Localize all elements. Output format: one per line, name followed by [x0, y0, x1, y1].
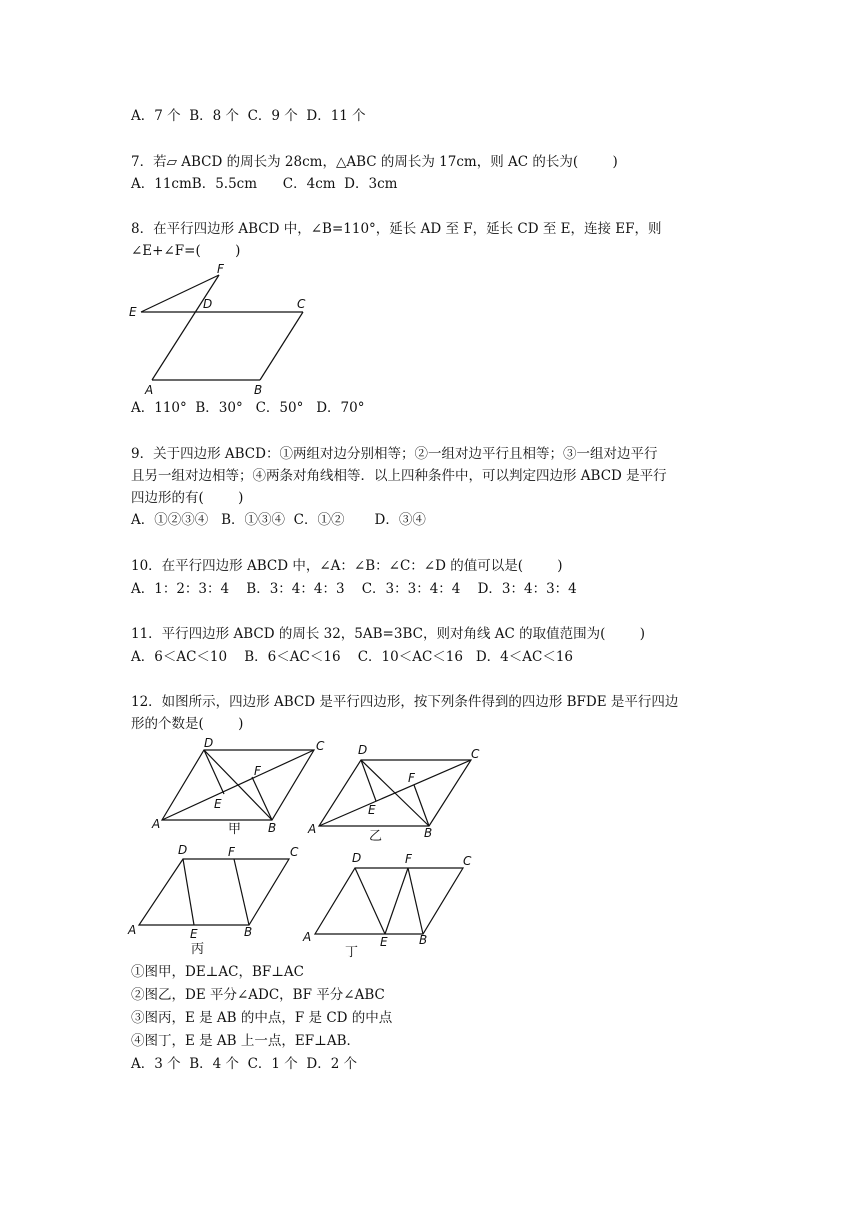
q12-ding-label-d: D [352, 851, 362, 865]
q8-stem-line2: ∠E+∠F=( ) [131, 243, 241, 259]
q12-yi-label-b: B [424, 826, 433, 840]
q8-label-b: B [254, 383, 263, 397]
q8-label-a: A [145, 383, 154, 397]
q12-figure-yi [305, 738, 495, 844]
q7-options: A．11cmB．5.5cm C．4cm D．3cm [131, 176, 398, 192]
q12-ding-label-f: F [405, 852, 412, 866]
q7-stem: 7．若▱ ABCD 的周长为 28cm，△ABC 的周长为 17cm，则 AC 的长为( ) [131, 154, 618, 170]
q12-options: A．3 个 B．4 个 C．1 个 D．2 个 [131, 1056, 358, 1072]
q12-yi-label-d: D [358, 743, 368, 757]
q12-yi-label-e: E [368, 803, 376, 817]
q12-jia-caption: 甲 [228, 822, 242, 837]
q12-jia-label-d: D [204, 736, 214, 750]
q12-stem-line1: 12．如图所示，四边形 ABCD 是平行四边形，按下列条件得到的四边形 BFDE 是平行四边 [131, 694, 679, 710]
q12-bing-label-b: B [244, 925, 253, 939]
q12-jia-label-a: A [152, 817, 161, 831]
q8-figure [125, 260, 325, 398]
q12-yi-label-a: A [308, 822, 317, 836]
q12-yi-label-f: F [408, 771, 415, 785]
q12-condition-3: ③图丙，E 是 AB 的中点，F 是 CD 的中点 [131, 1010, 393, 1026]
q12-condition-1: ①图甲，DE⊥AC，BF⊥AC [131, 964, 305, 980]
q9-stem-line3: 四边形的有( ) [131, 490, 244, 506]
q12-condition-2: ②图乙，DE 平分∠ADC，BF 平分∠ABC [131, 987, 385, 1003]
q12-jia-label-b: B [268, 821, 277, 835]
q12-ding-label-a: A [303, 930, 312, 944]
q8-label-c: C [297, 297, 306, 311]
q11-options: A．6＜AC＜10 B．6＜AC＜16 C．10＜AC＜16 D．4＜AC＜16 [131, 649, 573, 665]
q12-jia-label-e: E [214, 797, 222, 811]
q12-figure-bing [125, 842, 315, 958]
q12-yi-label-c: C [471, 747, 480, 761]
q12-yi-caption: 乙 [369, 829, 383, 844]
q10-stem: 10．在平行四边形 ABCD 中，∠A：∠B：∠C：∠D 的值可以是( ) [131, 558, 563, 574]
q12-jia-label-c: C [316, 739, 325, 753]
q6-options: A．7 个 B．8 个 C．9 个 D．11 个 [131, 108, 366, 124]
q8-label-f: F [217, 262, 224, 276]
q12-ding-label-e: E [380, 935, 388, 949]
q12-bing-label-d: D [178, 843, 188, 857]
q12-ding-label-b: B [419, 933, 428, 947]
q12-bing-label-c: C [290, 845, 299, 859]
q11-stem: 11．平行四边形 ABCD 的周长 32，5AB=3BC，则对角线 AC 的取值范围为( ) [131, 626, 645, 642]
q9-stem-line1: 9．关于四边形 ABCD：①两组对边分别相等；②一组对边平行且相等；③一组对边平行 [131, 446, 658, 462]
q12-jia-label-f: F [254, 764, 261, 778]
q9-options: A．①②③④ B．①③④ C．①② D．③④ [131, 512, 426, 528]
q12-bing-caption: 丙 [191, 942, 205, 957]
q8-options: A．110° B．30° C．50° D．70° [131, 400, 365, 416]
q12-stem-line2: 形的个数是( ) [131, 716, 244, 732]
q12-figure-ding [297, 848, 487, 960]
q8-label-e: E [129, 305, 137, 319]
q8-label-d: D [203, 297, 213, 311]
q12-bing-label-f: F [228, 845, 235, 859]
q10-options: A．1：2：3：4 B．3：4：4：3 C．3：3：4：4 D．3：4：3：4 [131, 581, 577, 597]
q12-ding-label-c: C [463, 854, 472, 868]
q12-ding-caption: 丁 [345, 945, 359, 960]
q9-stem-line2: 且另一组对边相等；④两条对角线相等．以上四种条件中，可以判定四边形 ABCD 是平行 [131, 468, 667, 484]
q12-bing-label-e: E [190, 927, 198, 941]
q12-bing-label-a: A [128, 923, 137, 937]
q12-condition-4: ④图丁，E 是 AB 上一点，EF⊥AB． [131, 1033, 360, 1049]
q8-stem-line1: 8．在平行四边形 ABCD 中，∠B=110°，延长 AD 至 F，延长 CD 至 E，连接 EF，则 [131, 221, 662, 237]
